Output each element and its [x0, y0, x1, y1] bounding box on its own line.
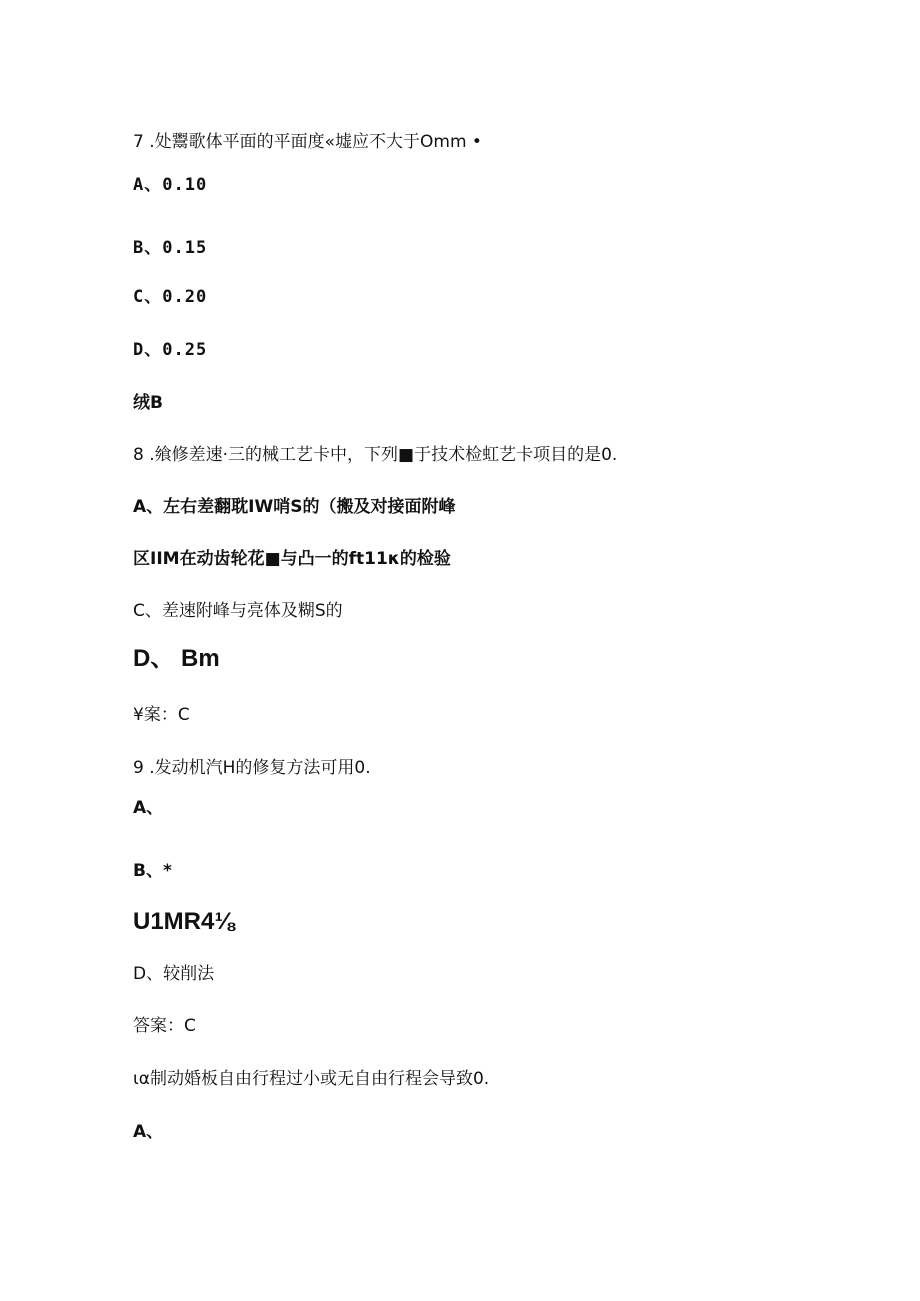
- question-7-answer: 绒B: [133, 393, 163, 413]
- question-7-stem: 7 .处鬻歌体平面的平面度«墟应不大于Omm •: [133, 132, 482, 152]
- question-9-option-c: U1MR4⅛: [133, 908, 235, 935]
- question-7-option-d: D、0.25: [133, 340, 208, 360]
- question-9-stem: 9 .发动机汽H的修复方法可用0.: [133, 758, 371, 778]
- question-9-option-d: D、较削法: [133, 964, 215, 984]
- question-9-option-a: A、: [133, 798, 164, 818]
- question-8-answer: ¥案：C: [133, 705, 190, 725]
- question-7-option-c: C、0.20: [133, 287, 208, 307]
- question-10-option-a: A、: [133, 1122, 164, 1142]
- question-7-option-b: B、0.15: [133, 238, 208, 258]
- question-7-option-a: A、0.10: [133, 175, 208, 195]
- question-9-option-b: B、*: [133, 861, 172, 881]
- question-8-stem: 8 .飨修差速·三的械工艺卡中，下列■于技术检虹艺卡项目的是0.: [133, 445, 618, 465]
- question-8-option-a: A、左右差翻耽IW哨S的（搬及对接面附峰: [133, 497, 456, 517]
- question-10-stem: ια制动婚板自由行程过小或无自由行程会导致0.: [133, 1069, 490, 1089]
- question-8-option-c: C、差速附峰与亮体及糊S的: [133, 601, 343, 621]
- question-9-answer: 答案：C: [133, 1016, 196, 1036]
- question-8-option-d: D、 Bm: [133, 645, 220, 672]
- question-8-option-b: 区IIM在动齿轮花■与凸一的ft11κ的检验: [133, 549, 451, 569]
